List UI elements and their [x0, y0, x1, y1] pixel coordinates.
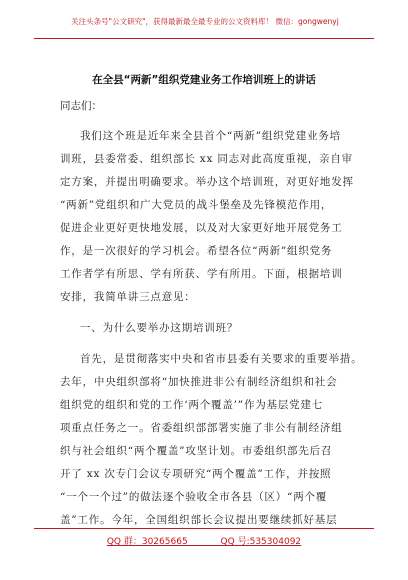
document-title: 在全县“两新”组织党建业务工作培训班上的讲话 — [92, 74, 316, 86]
paragraph-line: 项重点任务之一。省委组织部部署实施了非公有制经济组 — [60, 422, 343, 434]
section-heading: 一、为什么要举办这期培训班？ — [80, 322, 239, 334]
paragraph-line: 织与社会组织“两个覆盖”攻坚计划。市委组织部先后召 — [60, 445, 333, 457]
paragraph-line: 我们这个班是近年来全县首个“两新”组织党建业务培 — [80, 130, 341, 142]
paragraph-line: 盖”工作。今年，全国组织部长会议提出要继续抓好基层 — [60, 514, 338, 526]
paragraph-line: 安排，我简单讲三点意见： — [60, 291, 196, 303]
paragraph-line: 定方案，并提出明确要求。举办这个培训班，对更好地发挥 — [60, 176, 354, 188]
header-divider — [34, 38, 374, 39]
footer-qq-group: QQ 群：30265665 — [106, 537, 188, 547]
paragraph-line: 开了 xx 次专门会议专项研究“两个覆盖”工作，并按照 — [60, 468, 332, 480]
paragraph-line: 组织党的组织和党的工作‘两个覆盖’”作为基层党建七 — [60, 399, 324, 411]
footer-qq: QQ 号:535304092 — [220, 537, 302, 547]
paragraph-line: 促进企业更好更快地发展，以及对大家更好地开展党务工 — [60, 222, 343, 234]
paragraph-line: “一个一个过”的做法逐个验收全市各县（区）“两个覆 — [60, 491, 328, 503]
paragraph-line: “两新”党组织和广大党员的战斗堡垒及先锋模范作用， — [60, 199, 333, 211]
paragraph-line: 训班，县委常委、组织部长 xx 同志对此高度重视，亲自审 — [60, 153, 353, 165]
paragraph-line: 工作者学有所思、学有所获、学有所用。下面，根据培训 — [60, 268, 343, 280]
header-promo: 关注头条号"公文研究"，获得最新最全最专业的公文资料库！ 微信：gongwenyj — [71, 17, 339, 26]
footer-contacts — [0, 534, 408, 547]
paragraph-line: 作，是一次很好的学习机会。希望各位“两新”组织党务 — [60, 245, 333, 257]
salutation: 同志们： — [60, 100, 102, 112]
paragraph-line: 去年，中央组织部将“加快推进非公有制经济组织和社会 — [60, 376, 338, 388]
footer-divider — [34, 528, 374, 529]
paragraph-line: 首先，是贯彻落实中央和省市县委有关要求的重要举措。 — [80, 353, 363, 365]
